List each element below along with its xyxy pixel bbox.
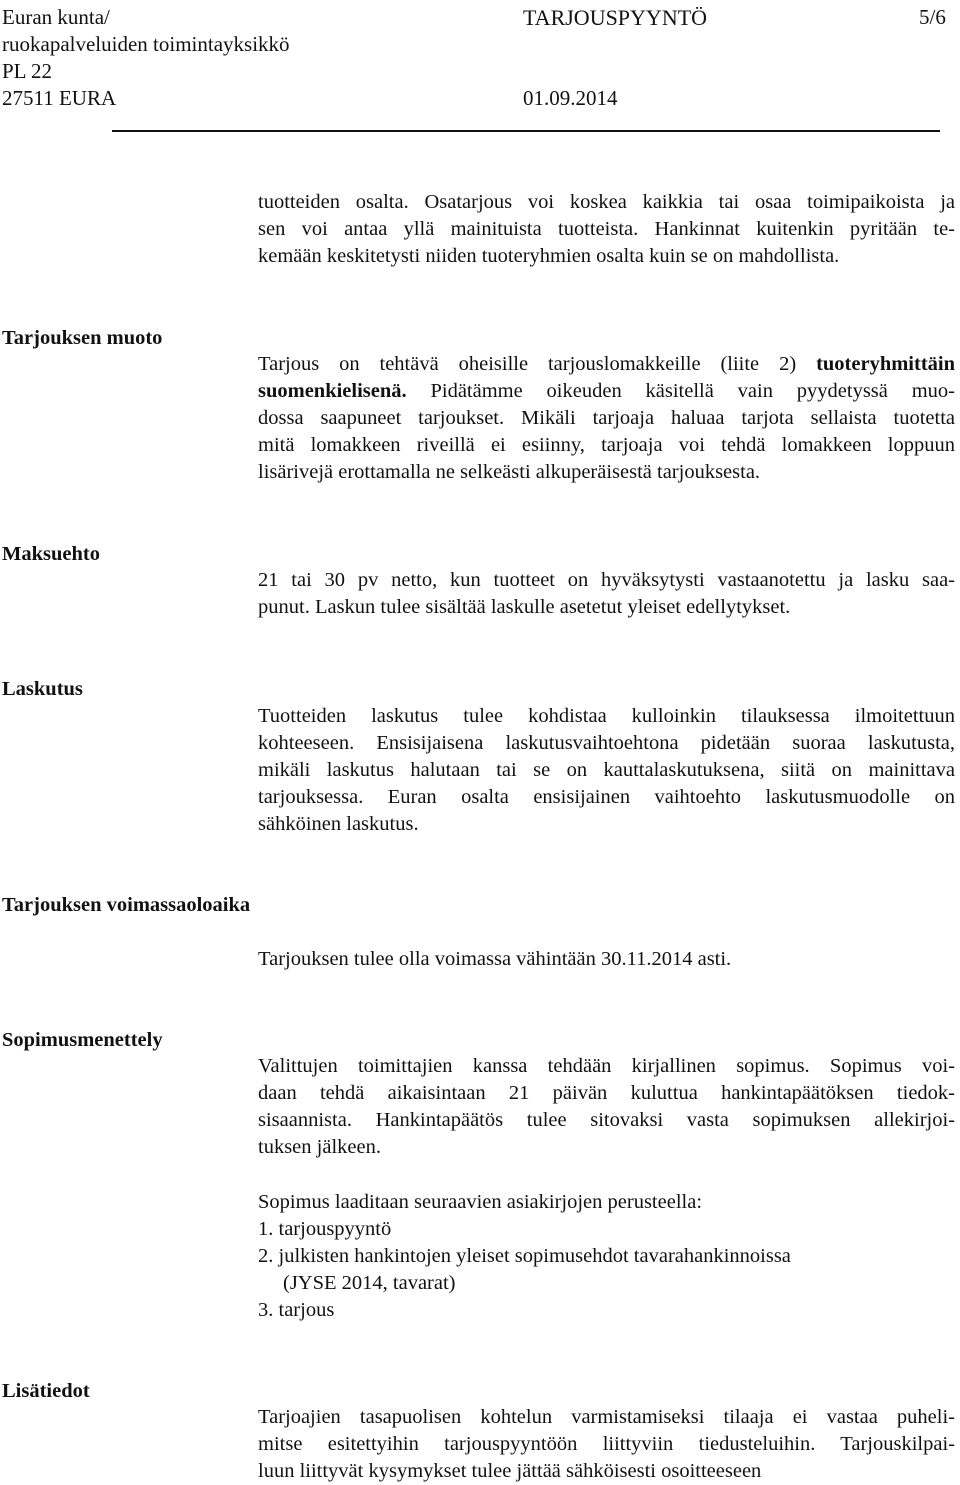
text-run: Tarjous on tehtävä oheisille tarjouslomakkeille (liite 2) — [258, 353, 817, 375]
paragraph-line: tarjouksessa. Euran osalta ensisijainen vaihtoehto laskutusmuodolle on — [258, 786, 955, 808]
section-title-offer-format: Tarjouksen muoto — [2, 327, 163, 349]
intro-line: tuotteiden osalta. Osatarjous voi koskea kaikkia tai osaa toimipaikoista ja — [258, 191, 955, 213]
list-item-continuation: (JYSE 2014, tavarat) — [283, 1272, 456, 1294]
list-item: 2. julkisten hankintojen yleiset sopimusehdot tavarahankinnoissa — [258, 1245, 791, 1267]
paragraph-line: lisärivejä erottamalla ne selkeästi alkuperäisestä tarjouksesta. — [258, 461, 761, 483]
paragraph-line: mikäli laskutus halutaan tai se on kauttalaskutuksena, siitä on mainittava — [258, 759, 955, 781]
paragraph-line: sisaannista. Hankintapäätös tulee sitovaksi vasta sopimuksen allekirjoi- — [258, 1109, 955, 1131]
section-title-offer-validity: Tarjouksen voimassaoloaika — [2, 894, 251, 916]
header-org-name: Euran kunta/ — [2, 5, 110, 29]
paragraph-line: mitse esitettyihin tarjouspyyntöön liittyviin tiedusteluihin. Tarjouskilpai- — [258, 1433, 955, 1455]
offer-format-paragraph — [258, 351, 955, 486]
paragraph-line — [258, 378, 955, 405]
section-title-payment-terms: Maksuehto — [2, 543, 100, 565]
paragraph-line: Tarjoajien tasapuolisen kohtelun varmistamiseksi tilaaja ei vastaa puheli- — [258, 1406, 955, 1428]
section-title-additional-info: Lisätiedot — [2, 1380, 90, 1402]
paragraph-line: kohteeseen. Ensisijaisena laskutusvaihtoehtona pidetään suoraa laskutusta, — [258, 732, 955, 754]
intro-line: kemään keskitetysti niiden tuoteryhmien osalta kuin se on mahdollista. — [258, 245, 840, 267]
list-intro: Sopimus laaditaan seuraavien asiakirjojen perusteella: — [258, 1191, 703, 1213]
invoicing-paragraph — [258, 703, 955, 838]
additional-info-paragraph — [258, 1404, 955, 1485]
paragraph-line: mitä lomakkeen riveillä ei esiinny, tarjoaja voi tehdä lomakkeen loppuun — [258, 434, 955, 456]
paragraph-line: Tuotteiden laskutus tulee kohdistaa kulloinkin tilauksessa ilmoitettuun — [258, 705, 955, 727]
intro-line: sen voi antaa yllä mainituista tuotteista. Hankinnat kuitenkin pyritään te- — [258, 218, 955, 240]
intro-paragraph — [258, 189, 955, 270]
paragraph-line: 21 tai 30 pv netto, kun tuotteet on hyväksytysti vastaanotettu ja lasku saa- — [258, 569, 955, 591]
section-title-contract-procedure: Sopimusmenettely — [2, 1029, 163, 1051]
document-date: 01.09.2014 — [523, 86, 618, 110]
header-po-box: PL 22 — [2, 59, 52, 83]
contract-documents-list — [258, 1189, 955, 1324]
bold-text: tuoteryhmittäin — [816, 353, 955, 375]
bold-text: suomenkielisenä. — [258, 380, 407, 402]
section-title-invoicing: Laskutus — [2, 678, 83, 700]
paragraph-line: daan tehdä aikaisintaan 21 päivän kuluttua hankintapäätöksen tiedok- — [258, 1082, 955, 1104]
paragraph-line: luun liittyvät kysymykset tulee jättää sähköisesti osoitteeseen — [258, 1460, 762, 1482]
paragraph-line: Tarjouksen tulee olla voimassa vähintään 30.11.2014 asti. — [258, 948, 732, 970]
paragraph-line — [258, 351, 955, 378]
header-divider — [112, 130, 940, 132]
document-title: TARJOUSPYYNTÖ — [523, 5, 708, 30]
paragraph-line: tuksen jälkeen. — [258, 1136, 381, 1158]
list-item: 3. tarjous — [258, 1299, 335, 1321]
header-org-unit: ruokapalveluiden toimintayksikkö — [2, 32, 290, 56]
list-item: 1. tarjouspyyntö — [258, 1218, 392, 1240]
paragraph-line: punut. Laskun tulee sisältää laskulle asetetut yleiset edellytykset. — [258, 596, 791, 618]
paragraph-line: sähköinen laskutus. — [258, 813, 419, 835]
paragraph-line: Valittujen toimittajien kanssa tehdään kirjallinen sopimus. Sopimus voi- — [258, 1055, 955, 1077]
payment-terms-paragraph — [258, 567, 955, 621]
text-run: Pidätämme oikeuden käsitellä vain pyydetyssä muo- — [406, 380, 955, 402]
page-number: 5/6 — [919, 5, 946, 29]
paragraph-line: dossa saapuneet tarjoukset. Mikäli tarjoaja haluaa tarjota sellaista tuotetta — [258, 407, 955, 429]
header-postal-address: 27511 EURA — [2, 86, 117, 110]
contract-procedure-paragraph — [258, 1053, 955, 1161]
offer-validity-paragraph — [258, 946, 955, 973]
